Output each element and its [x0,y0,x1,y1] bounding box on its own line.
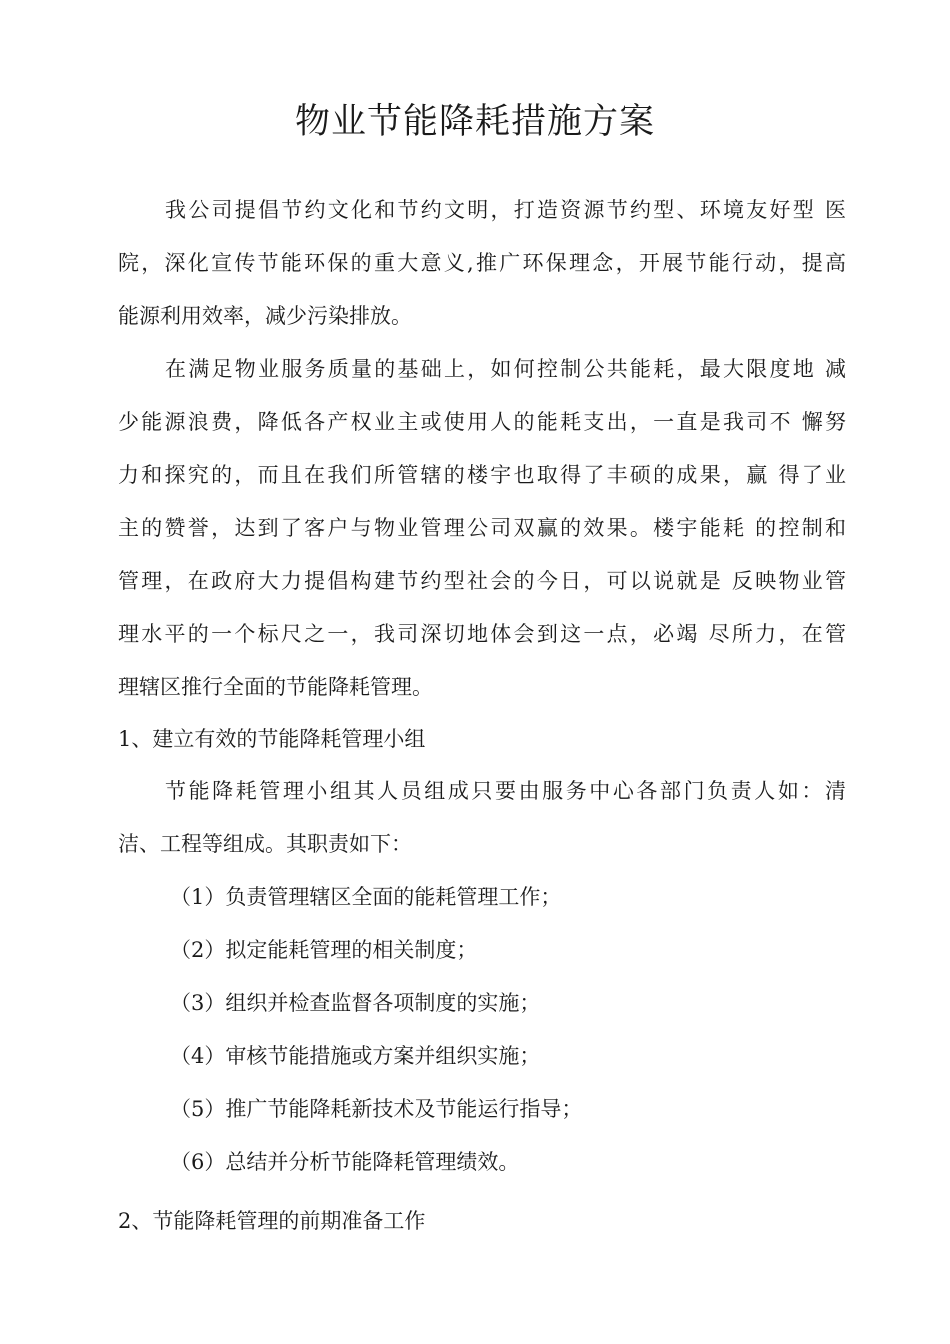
section-1-intro-line-2: 洁、工程等组成。其职责如下： [118,832,412,856]
duty-item-4: （4）审核节能措施或方案并组织实施； [170,1044,541,1068]
paragraph-1-line-2: 院，深化宣传节能环保的重大意义,推广环保理念，开展节能行动，提高 [118,251,846,275]
paragraph-2-line-2: 少能源浪费，降低各产权业主或使用人的能耗支出，一直是我司不 懈努 [118,410,846,434]
paragraph-1-line-1: 我公司提倡节约文化和节约文明，打造资源节约型、环境友好型 医 [165,198,846,222]
duty-item-5: （5）推广节能降耗新技术及节能运行指导； [170,1097,583,1121]
document-title: 物业节能降耗措施方案 [294,102,655,142]
duty-item-3: （3）组织并检查监督各项制度的实施； [170,991,541,1015]
duty-item-2: （2）拟定能耗管理的相关制度； [170,938,478,962]
paragraph-2-line-5: 管理，在政府大力提倡构建节约型社会的今日，可以说就是 反映物业管 [118,569,846,593]
paragraph-2-line-7: 理辖区推行全面的节能降耗管理。 [118,675,433,699]
section-1-intro-line-1: 节能降耗管理小组其人员组成只要由服务中心各部门负责人如：清 [165,779,846,803]
paragraph-2-line-1: 在满足物业服务质量的基础上，如何控制公共能耗，最大限度地 减 [165,357,846,381]
duty-item-6: （6）总结并分析节能降耗管理绩效。 [170,1150,520,1174]
duty-item-1: （1）负责管理辖区全面的能耗管理工作； [170,885,562,909]
section-1-heading: 1、建立有效的节能降耗管理小组 [118,727,426,751]
paragraph-2-line-4: 主的赞誉，达到了客户与物业管理公司双赢的效果。楼宇能耗 的控制和 [118,516,846,540]
section-2-heading: 2、节能降耗管理的前期准备工作 [118,1209,426,1233]
paragraph-2-line-6: 理水平的一个标尺之一，我司深切地体会到这一点，必竭 尽所力，在管 [118,622,846,646]
paragraph-1-line-3: 能源利用效率，减少污染排放。 [118,304,412,328]
paragraph-2-line-3: 力和探究的，而且在我们所管辖的楼宇也取得了丰硕的成果，赢 得了业 [118,463,846,487]
